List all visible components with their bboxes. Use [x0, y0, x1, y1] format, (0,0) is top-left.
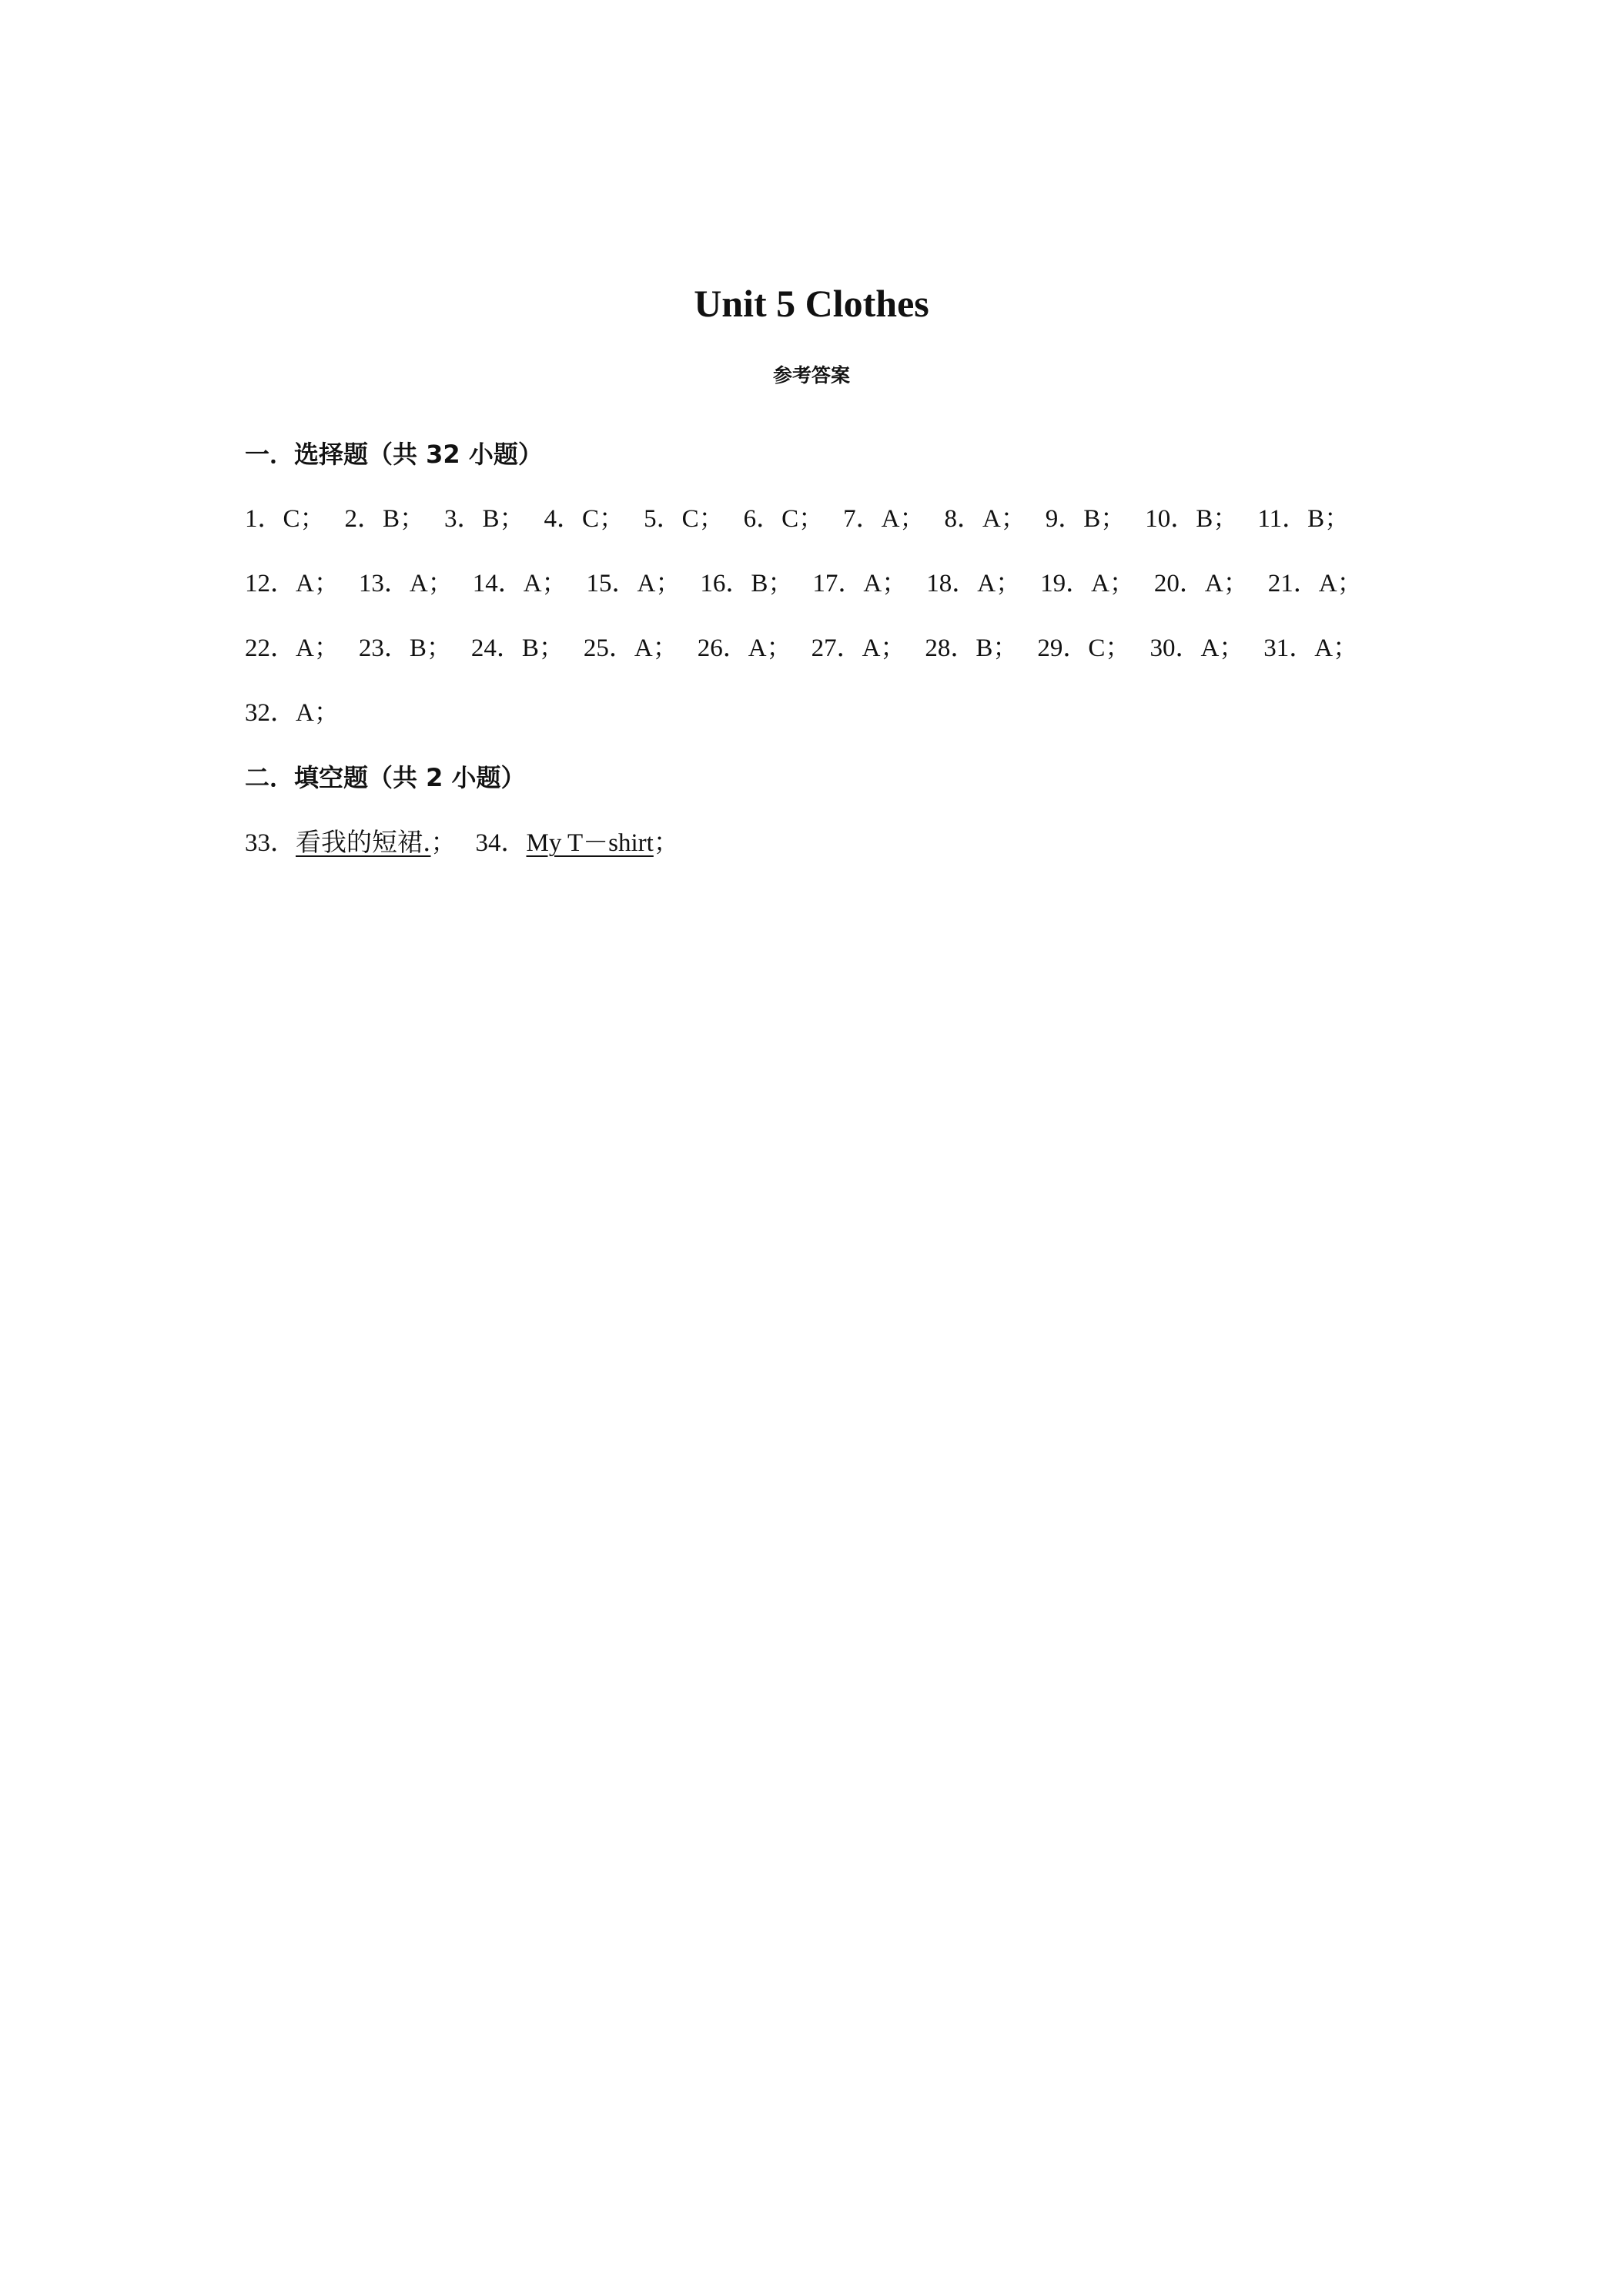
answer-item: 17．A； [812, 570, 908, 597]
answer-item: 19．A； [1040, 570, 1135, 597]
answer-row [245, 681, 1400, 745]
answer-item: 7．A； [843, 505, 925, 533]
section-heading-multiple-choice: 一．选择题（共 32 小题） [245, 440, 543, 469]
answer-item: 28．B； [925, 634, 1019, 662]
answer-item: 26．A； [697, 634, 792, 662]
answer-item: 15．A； [586, 570, 681, 597]
answer-item: 25．A； [583, 634, 678, 662]
answer-item: 24．B； [470, 634, 564, 662]
fill-answer-text: My T－shirt [526, 829, 654, 857]
section-heading-fill-in-blank: 二．填空题（共 2 小题） [245, 763, 526, 792]
fill-answer-item [476, 811, 679, 875]
answer-item: 9．B； [1045, 505, 1126, 533]
answer-item: 31．A； [1263, 634, 1359, 662]
answer-separator: ； [430, 829, 457, 857]
question-number: 34． [475, 829, 527, 857]
answer-item: 11．B； [1257, 505, 1350, 533]
answer-item: 13．A； [358, 570, 453, 597]
document-subtitle: 参考答案 [772, 364, 850, 387]
answer-item: 14．A； [472, 570, 567, 597]
answer-row [245, 487, 1400, 551]
answer-item: 6．C； [743, 505, 825, 533]
fill-answer-text: 看我的短裙. [296, 827, 431, 857]
fill-answer-item [245, 810, 457, 875]
answer-item: 30．A； [1149, 634, 1245, 662]
answer-item: 4．C； [544, 505, 625, 533]
answer-item: 10．B； [1145, 505, 1239, 533]
answer-item: 27．A； [811, 634, 906, 662]
answer-item: 2．B； [344, 505, 426, 533]
answer-item: 16．B； [700, 570, 794, 597]
answer-item: 20．A； [1153, 570, 1249, 597]
answer-item: 12．A； [245, 570, 340, 597]
answer-item: 23．B； [358, 634, 452, 662]
answer-content [245, 422, 1400, 875]
answer-item: 29．C； [1037, 634, 1131, 662]
answer-item: 22．A； [245, 634, 340, 662]
answer-item: 5．C； [644, 505, 724, 533]
answer-item: 18．A； [926, 570, 1022, 597]
answer-item: 32．A； [245, 699, 340, 727]
answer-item: 3．B； [444, 505, 525, 533]
answer-row [245, 551, 1400, 616]
document-title: Unit 5 Clothes [694, 282, 929, 325]
answer-separator: ； [653, 829, 679, 857]
answer-row [245, 616, 1400, 681]
fill-answer-row [245, 810, 1400, 875]
answer-item: 21．A； [1267, 570, 1363, 597]
answer-item: 8．A； [944, 505, 1026, 533]
answer-item: 1．C； [245, 505, 326, 533]
question-number: 33． [245, 829, 296, 857]
